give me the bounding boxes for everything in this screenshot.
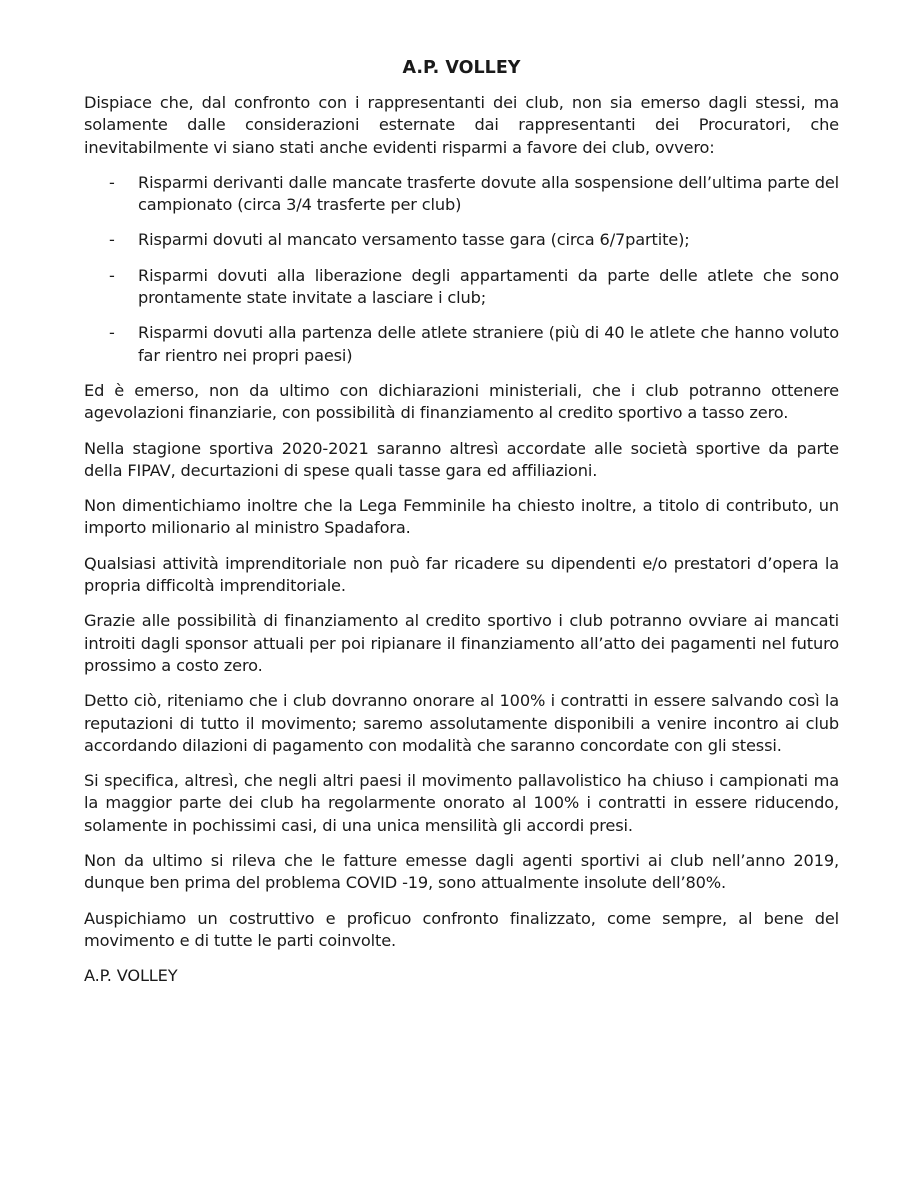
paragraph: Detto ciò, riteniamo che i club dovranno onorare al 100% i contratti in essere salvando così la reputazioni di tutto il movimento; saremo assolutamente disponibili a venire incontro ai club accordando dilazioni di pagamento con modalità che saranno concordate con gli stessi.: [84, 691, 839, 755]
paragraph: Non dimentichiamo inoltre che la Lega Femminile ha chiesto inoltre, a titolo di contributo, un importo milionario al ministro Spadafora.: [84, 496, 839, 538]
bullet-dash: -: [109, 172, 115, 192]
list-item-text: Risparmi dovuti alla liberazione degli appartamenti da parte delle atlete che sono prontamente state invitate a lasciare i club;: [138, 265, 839, 308]
intro-paragraph: Dispiace che, dal confronto con i rappresentanti dei club, non sia emerso dagli stessi, ma solamente dalle considerazioni esternate dai rappresentanti dei Procuratori, che inevitabilmente vi siano stati anche evidenti risparmi a favore dei club, ovvero:: [84, 93, 839, 157]
savings-list: [84, 172, 839, 367]
paragraph: Qualsiasi attività imprenditoriale non può far ricadere su dipendenti e/o prestatori d’opera la propria difficoltà imprenditoriale.: [84, 553, 839, 596]
list-item-text: Risparmi dovuti alla partenza delle atlete straniere (più di 40 le atlete che hanno voluto far rientro nei propri paesi): [138, 323, 839, 365]
list-item-text: Risparmi dovuti al mancato versamento tasse gara (circa 6/7partite);: [138, 230, 690, 250]
document-page: [84, 56, 839, 1001]
bullet-dash: -: [109, 323, 115, 343]
list-item: [84, 322, 839, 367]
signature: A.P. VOLLEY: [84, 966, 178, 986]
list-item: [84, 265, 839, 310]
list-item-text: Risparmi derivanti dalle mancate trasferte dovute alla sospensione dell’ultima parte del campionato (circa 3/4 trasferte per club): [138, 172, 839, 215]
paragraph: Grazie alle possibilità di finanziamento al credito sportivo i club potranno ovviare ai mancati introiti dagli sponsor attuali per poi ripianare il finanziamento all’atto dei pagamenti nel futuro prossimo a costo zero.: [84, 611, 839, 675]
bullet-dash: -: [109, 230, 115, 250]
paragraph: Nella stagione sportiva 2020-2021 saranno altresì accordate alle società sportive da parte della FIPAV, decurtazioni di spese quali tasse gara ed affiliazioni.: [84, 438, 839, 480]
bullet-dash: -: [109, 265, 115, 285]
paragraph: Ed è emerso, non da ultimo con dichiarazioni ministeriali, che i club potranno ottenere agevolazioni finanziarie, con possibilità di finanziamento al credito sportivo a tasso zero.: [84, 380, 839, 423]
paragraph: Auspichiamo un costruttivo e proficuo confronto finalizzato, come sempre, al bene del movimento e di tutte le parti coinvolte.: [84, 908, 839, 950]
paragraph: Si specifica, altresì, che negli altri paesi il movimento pallavolistico ha chiuso i campionati ma la maggior parte dei club ha regolarmente onorato al 100% i contratti in essere riducendo, solamente in pochissimi casi, di una unica mensilità gli accordi presi.: [84, 771, 839, 835]
document-title: A.P. VOLLEY: [402, 58, 521, 78]
list-item: [84, 229, 839, 251]
paragraph: Non da ultimo si rileva che le fatture emesse dagli agenti sportivi ai club nell’anno 2019, dunque ben prima del problema COVID -19, sono attualmente insolute dell’80%.: [84, 851, 839, 893]
list-item: [84, 172, 839, 217]
